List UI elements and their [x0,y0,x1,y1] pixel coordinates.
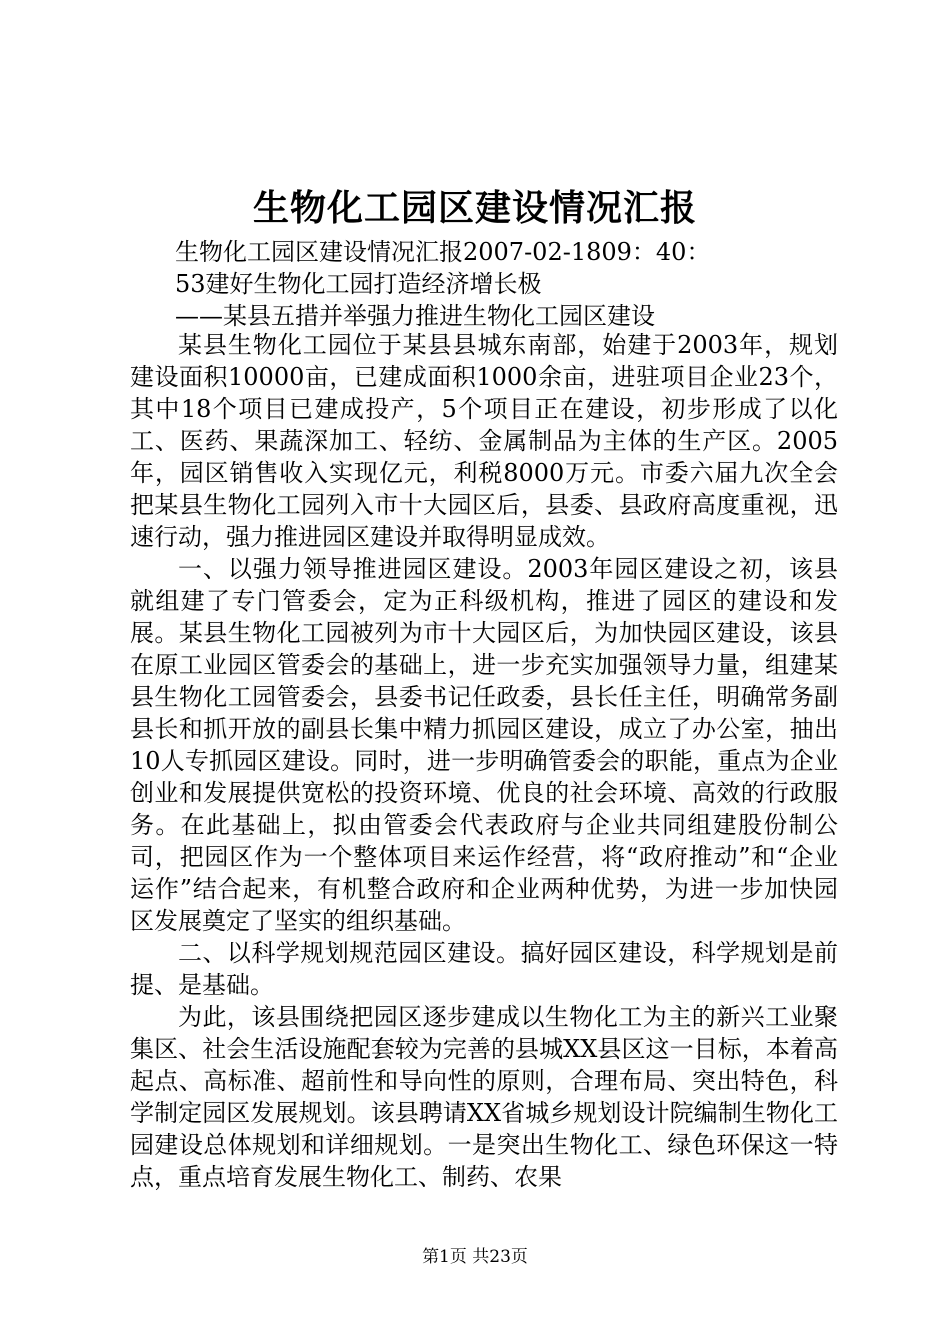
document-body [130,329,838,1193]
meta-line-subtitle: ——某县五措并举强力推进生物化工园区建设 [175,302,655,330]
paragraph-planning-detail: 为此，该县围绕把园区逐步建成以生物化工为主的新兴工业聚集区、社会生活设施配套较为完善的县城XX县区这一目标，本着高起点、高标准、超前性和导向性的原则，合理布局、突出特色，科学制定园区发展规划。该县聘请XX省城乡规划设计院编制生物化工园建设总体规划和详细规划。一是突出生物化工、绿色环保这一特点，重点培育发展生物化工、制药、农果 [130,1003,838,1191]
paragraph-leadership: 一、以强力领导推进园区建设。2003年园区建设之初，该县就组建了专门管委会，定为正科级机构，推进了园区的建设和发展。某县生物化工园被列为市十大园区后，为加快园区建设，该县在原工业园区管委会的基础上，进一步充实加强领导力量，组建某县生物化工园管委会，县委书记任政委，县长任主任，明确常务副县长和抓开放的副县长集中精力抓园区建设，成立了办公室，抽出10人专抓园区建设。同时，进一步明确管委会的职能，重点为企业创业和发展提供宽松的投资环境、优良的社会环境、高效的行政服务。在此基础上，拟由管委会代表政府与企业共同组建股份制公司，把园区作为一个整体项目来运作经营，将“政府推动”和“企业运作”结合起来，有机整合政府和企业两种优势，为进一步加快园区发展奠定了坚实的组织基础。 [130,555,838,935]
page-footer: 第1页 共23页 [422,1247,528,1267]
meta-line-date: 生物化工园区建设情况汇报2007-02-1809：40： [175,238,711,266]
document-title: 生物化工园区建设情况汇报 [252,187,697,229]
paragraph-planning: 二、以科学规划规范园区建设。搞好园区建设，科学规划是前提、是基础。 [130,939,838,999]
paragraph-intro: 某县生物化工园位于某县县城东南部，始建于2003年，规划建设面积10000亩，已建成面积1000余亩，进驻项目企业23个，其中18个项目已建成投产，5个项目正在建设，初步形成了以化工、医药、果蔬深加工、轻纺、金属制品为主体的生产区。2005年，园区销售收入实现亿元，利税8000万元。市委六届九次全会把某县生物化工园列入市十大园区后，县委、县政府高度重视，迅速行动，强力推进园区建设并取得明显成效。 [130,331,838,551]
meta-line-headline: 53建好生物化工园打造经济增长极 [175,270,542,298]
